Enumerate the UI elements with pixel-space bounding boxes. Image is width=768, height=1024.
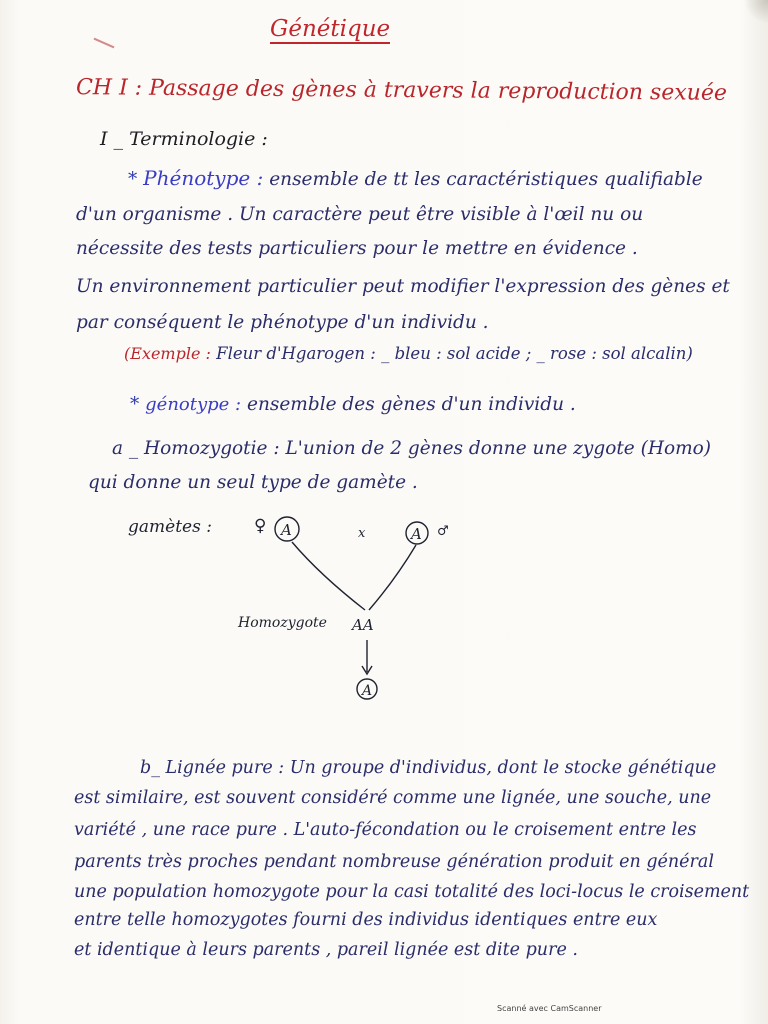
zygote-label: Homozygote: [238, 615, 327, 631]
phenotype-line-3: nécessite des tests particuliers pour le mettre en évidence .: [76, 238, 638, 259]
phenotype-text-1: ensemble de tt les caractéristiques qualifiable: [269, 169, 703, 190]
lignee-line-1: [140, 758, 716, 778]
example-text: Fleur d'Hgarogen : _ bleu : sol acide ; _ rose : sol alcalin): [216, 344, 693, 363]
zygote-genotype: AA: [352, 616, 374, 634]
female-branch-line: [292, 542, 365, 610]
phenotype-term: Phénotype :: [143, 166, 264, 190]
cross-symbol: x: [358, 526, 366, 541]
female-symbol-icon: ♀: [254, 516, 267, 536]
lignee-text-1: Un groupe d'individus, dont le stocke génétique: [289, 758, 717, 778]
female-gamete-allele: A: [281, 521, 292, 539]
homozygotie-line-2: qui donne un seul type de gamète .: [88, 472, 418, 493]
lignee-line-7: et identique à leurs parents , pareil lignée est dite pure .: [74, 940, 578, 960]
homozygotie-label: a _ Homozygotie :: [112, 438, 280, 459]
example-label: (Exemple :: [124, 344, 211, 363]
lignee-line-3: variété , une race pure . L'auto-fécondation ou le croisement entre les: [74, 820, 697, 840]
scanner-watermark: Scanné avec CamScanner: [497, 1004, 602, 1013]
lignee-line-2: est similaire, est souvent considéré comme une lignée, une souche, une: [74, 788, 712, 808]
lignee-line-4: parents très proches pendant nombreuse génération produit en général: [74, 852, 714, 872]
male-symbol-icon: ♂: [437, 524, 449, 539]
bullet-asterisk: *: [128, 169, 138, 190]
lignee-line-5: une population homozygote pour la casi totalité des loci-locus le croisement: [74, 882, 750, 902]
page-title: Génétique: [270, 16, 391, 42]
phenotype-line-2: d'un organisme . Un caractère peut être visible à l'œil nu ou: [76, 204, 644, 225]
male-gamete-allele: A: [411, 525, 422, 543]
phenotype-line-4: Un environnement particulier peut modifier l'expression des gènes et: [76, 276, 730, 297]
male-branch-line: [369, 545, 416, 610]
offspring-gamete-allele: A: [362, 683, 373, 699]
lignee-label: b_ Lignée pure :: [140, 758, 285, 778]
homozygotie-text-1: L'union de 2 gènes donne une zygote (Homo): [285, 438, 712, 459]
genotype-text: ensemble des gènes d'un individu .: [247, 394, 576, 415]
genotype-term: génotype :: [145, 394, 242, 415]
gametes-label: gamètes :: [128, 517, 212, 537]
chapter-heading: CH I : Passage des gènes à travers la reproduction sexuée: [75, 75, 728, 106]
bullet-asterisk: *: [130, 394, 140, 415]
phenotype-line-5: par conséquent le phénotype d'un individu .: [76, 312, 489, 333]
section-heading: I _ Terminologie :: [100, 128, 268, 150]
lignee-line-6: entre telle homozygotes fourni des individus identiques entre eux: [74, 910, 658, 930]
